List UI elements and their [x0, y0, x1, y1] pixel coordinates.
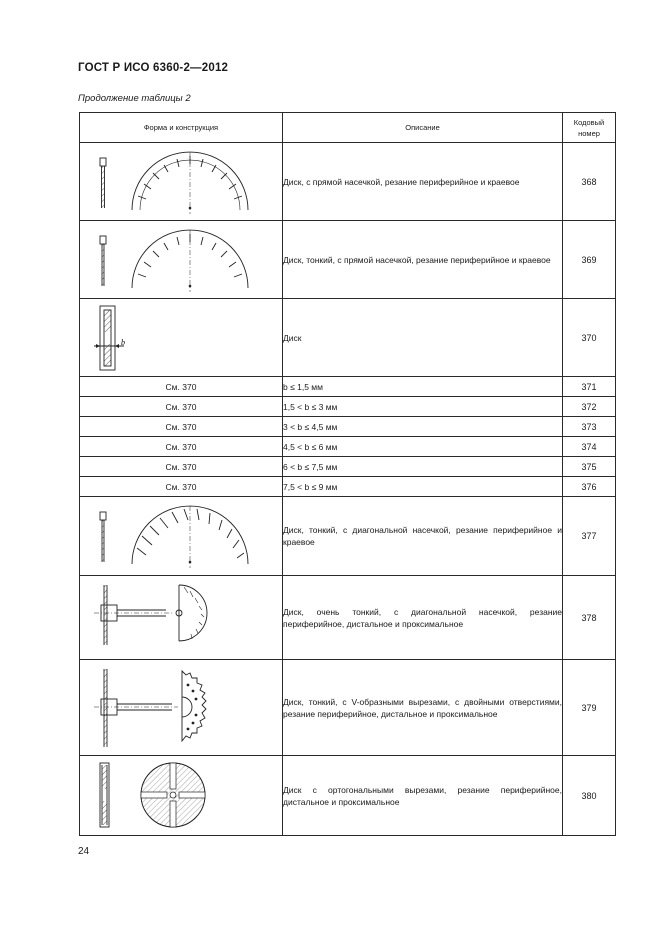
table-row	[80, 417, 616, 437]
table-row	[80, 437, 616, 457]
description-cell: 7,5 < b ≤ 9 мм	[283, 477, 563, 497]
shape-reference-cell: См. 370	[80, 457, 283, 477]
code-cell: 369	[563, 221, 616, 299]
disc-orthogonal-slots-drawing	[80, 756, 283, 836]
table-header-row	[80, 113, 616, 143]
very-thin-disc-on-mandrel-drawing	[80, 576, 283, 660]
column-header-shape: Форма и конструкция	[80, 113, 283, 143]
table-row	[80, 221, 616, 299]
table-row	[80, 477, 616, 497]
disc-v-notches-double-holes-drawing	[80, 660, 283, 756]
code-cell: 371	[563, 377, 616, 397]
code-cell: 379	[563, 660, 616, 756]
description-cell: Диск, тонкий, с прямой насечкой, резание периферийное и краевое	[283, 221, 563, 299]
description-cell: Диск, тонкий, с V-образными вырезами, с двойными отверстиями, резание периферийное, дистальное и проксимальное	[283, 660, 563, 756]
code-cell: 378	[563, 576, 616, 660]
description-cell: Диск с ортогональными вырезами, резание периферийное, дистальное и проксимальное	[283, 756, 563, 836]
shape-reference-cell: См. 370	[80, 397, 283, 417]
table-row	[80, 377, 616, 397]
column-header-description: Описание	[283, 113, 563, 143]
code-cell: 373	[563, 417, 616, 437]
description-cell: Диск	[283, 299, 563, 377]
code-cell: 370	[563, 299, 616, 377]
description-cell: Диск, очень тонкий, с диагональной насечкой, резание периферийное, дистальное и проксимальное	[283, 576, 563, 660]
table-row	[80, 576, 616, 660]
table-row	[80, 457, 616, 477]
code-cell: 375	[563, 457, 616, 477]
shape-reference-cell: См. 370	[80, 377, 283, 397]
code-cell: 374	[563, 437, 616, 457]
code-cell: 377	[563, 497, 616, 576]
instrument-table	[79, 112, 616, 836]
code-cell: 376	[563, 477, 616, 497]
code-cell: 380	[563, 756, 616, 836]
disc-section-drawing	[80, 299, 283, 377]
description-cell: Диск, тонкий, с диагональной насечкой, резание периферийное и краевое	[283, 497, 563, 576]
table-row	[80, 143, 616, 221]
column-header-code: Кодовый номер	[563, 113, 616, 143]
standard-title: ГОСТ Р ИСО 6360-2—2012	[78, 62, 229, 74]
description-cell: b ≤ 1,5 мм	[283, 377, 563, 397]
description-cell: 6 < b ≤ 7,5 мм	[283, 457, 563, 477]
description-cell: 4,5 < b ≤ 6 мм	[283, 437, 563, 457]
description-cell: 1,5 < b ≤ 3 мм	[283, 397, 563, 417]
page-number: 24	[78, 846, 90, 857]
code-cell: 368	[563, 143, 616, 221]
table-continuation-label: Продолжение таблицы 2	[78, 93, 191, 104]
description-cell: Диск, с прямой насечкой, резание периферийное и краевое	[283, 143, 563, 221]
table-row	[80, 660, 616, 756]
table-row	[80, 397, 616, 417]
shape-reference-cell: См. 370	[80, 417, 283, 437]
description-cell: 3 < b ≤ 4,5 мм	[283, 417, 563, 437]
thin-disc-straight-cut-drawing	[80, 221, 283, 299]
shape-reference-cell: См. 370	[80, 477, 283, 497]
disc-straight-cut-drawing	[80, 143, 283, 221]
table-row	[80, 497, 616, 576]
shape-reference-cell: См. 370	[80, 437, 283, 457]
table-row	[80, 299, 616, 377]
table-row	[80, 756, 616, 836]
dimension-b-label: b	[121, 337, 125, 347]
code-cell: 372	[563, 397, 616, 417]
thin-disc-diagonal-cut-drawing	[80, 497, 283, 576]
